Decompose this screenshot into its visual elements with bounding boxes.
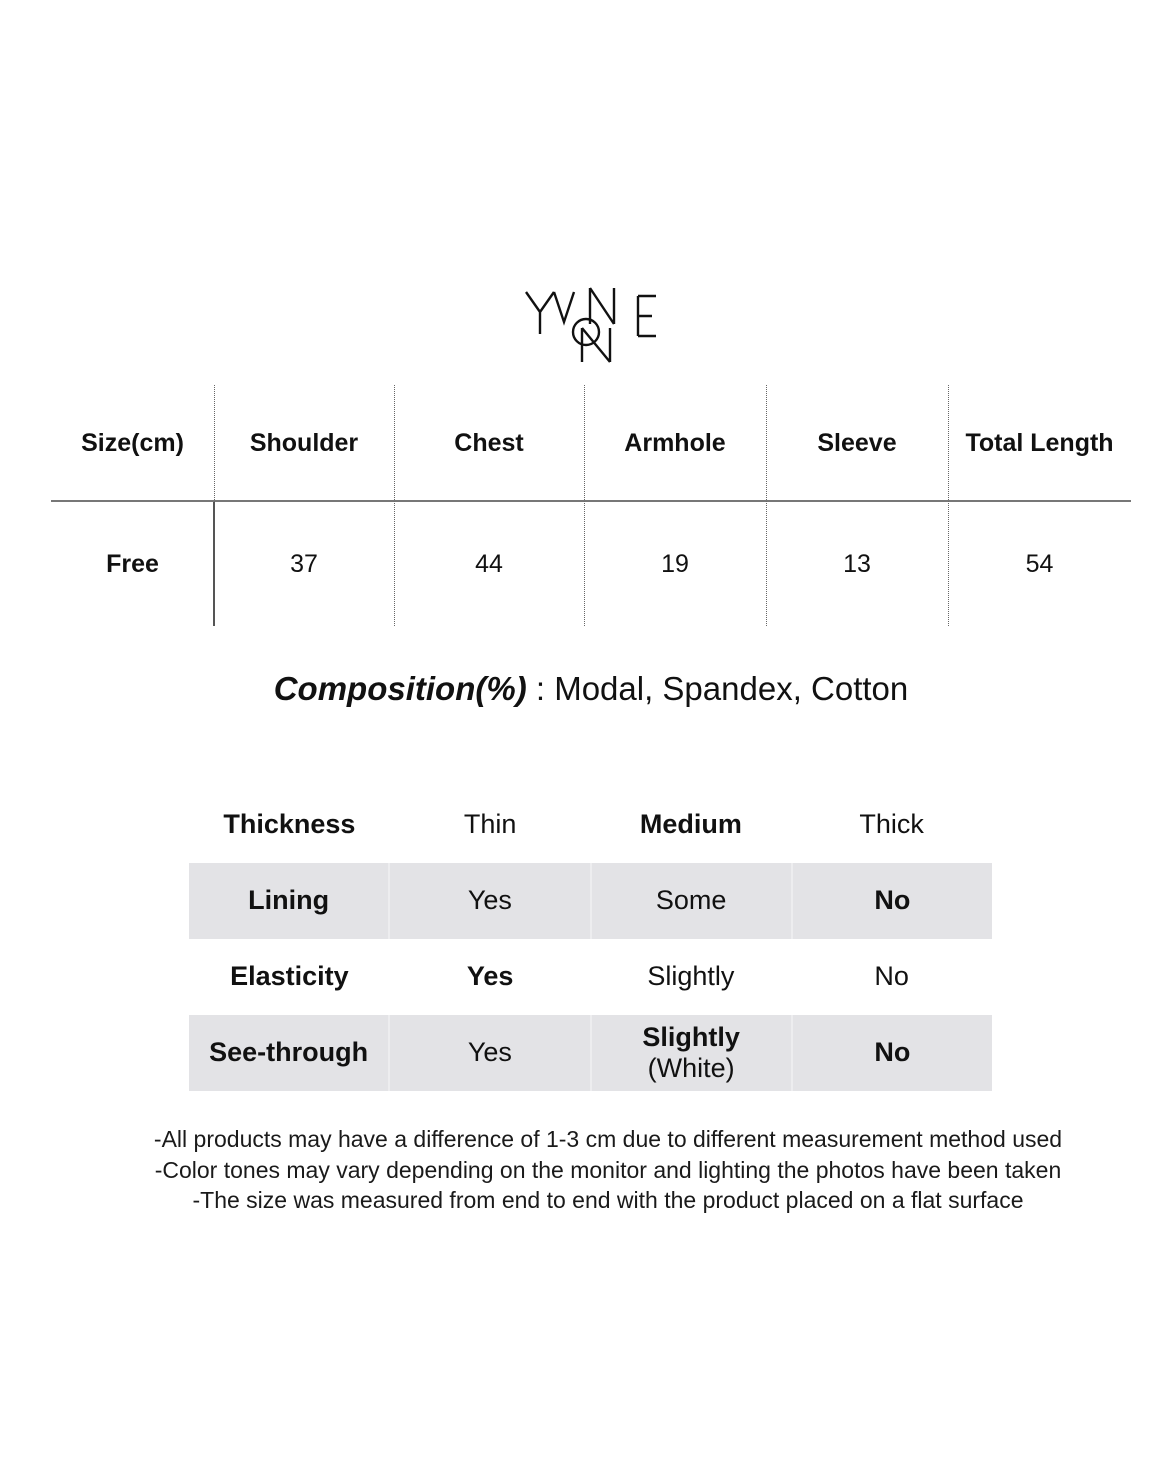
attr-option-selected-text: Slightly bbox=[642, 1021, 740, 1052]
value-armhole: 19 bbox=[661, 550, 689, 578]
brand-logo bbox=[520, 278, 662, 370]
attr-row-thickness bbox=[189, 787, 992, 863]
attr-option-note: (White) bbox=[647, 1053, 735, 1083]
size-free: Free bbox=[106, 550, 159, 578]
attr-row-see-through bbox=[189, 1015, 992, 1091]
header-size: Size(cm) bbox=[81, 428, 184, 457]
header-armhole: Armhole bbox=[624, 428, 726, 457]
value-total-length: 54 bbox=[1025, 550, 1054, 578]
attr-option: Yes bbox=[388, 1015, 589, 1091]
attr-row-elasticity bbox=[189, 939, 992, 1015]
attr-row-lining bbox=[189, 863, 992, 939]
attr-option: No bbox=[874, 961, 909, 992]
attr-option-selected: Medium bbox=[639, 809, 742, 840]
composition-line bbox=[0, 670, 1172, 708]
attr-option-selected: Yes bbox=[466, 961, 514, 992]
attr-option: Slightly bbox=[647, 961, 735, 992]
header-chest: Chest bbox=[454, 428, 524, 457]
value-shoulder: 37 bbox=[290, 550, 318, 578]
attr-option: Some bbox=[590, 863, 791, 939]
attr-label-thickness: Thickness bbox=[223, 809, 356, 840]
composition-label: Composition(%) bbox=[273, 670, 527, 707]
header-total-length: Total Length bbox=[965, 428, 1114, 457]
attr-option: Yes bbox=[388, 863, 589, 939]
disclaimer-notes bbox=[0, 1124, 1172, 1216]
value-sleeve: 13 bbox=[843, 550, 871, 578]
composition-separator: : bbox=[526, 670, 555, 707]
note-line: -All products may have a difference of 1-3 cm due to different measurement method used bbox=[153, 1126, 1063, 1152]
attr-option-selected bbox=[590, 1015, 791, 1091]
attr-label-elasticity: Elasticity bbox=[230, 961, 349, 992]
header-sleeve: Sleeve bbox=[817, 428, 897, 457]
header-shoulder: Shoulder bbox=[249, 428, 359, 457]
composition-value: Modal, Spandex, Cotton bbox=[554, 670, 909, 707]
attr-option: Thin bbox=[463, 809, 517, 840]
attr-option: Thick bbox=[859, 809, 924, 840]
attr-option-selected: No bbox=[791, 1015, 992, 1091]
attr-label-lining: Lining bbox=[248, 885, 330, 916]
note-line: -The size was measured from end to end with the product placed on a flat surface bbox=[192, 1187, 1024, 1213]
attr-option-selected: No bbox=[791, 863, 992, 939]
note-line: -Color tones may vary depending on the monitor and lighting the photos have been taken bbox=[154, 1156, 1062, 1183]
fabric-attributes-table bbox=[189, 787, 992, 1091]
size-table bbox=[51, 385, 1131, 626]
attr-label-see-through: See-through bbox=[209, 1037, 369, 1068]
value-chest: 44 bbox=[475, 550, 503, 578]
